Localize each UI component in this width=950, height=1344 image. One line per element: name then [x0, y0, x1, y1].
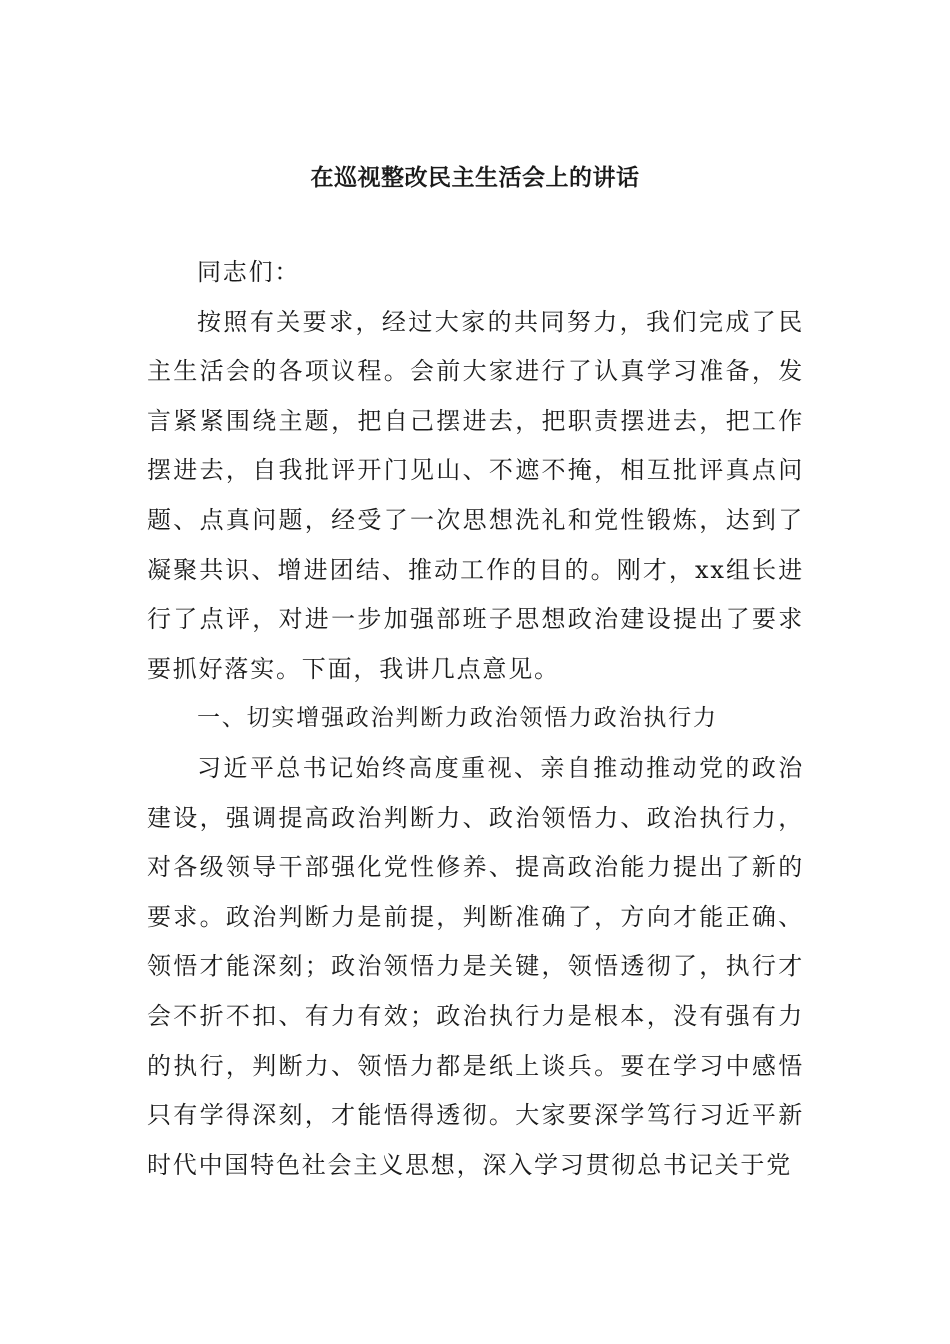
salutation: 同志们：	[197, 258, 301, 286]
paragraph-intro: 按照有关要求，经过大家的共同努力，我们完成了民主生活会的各项议程。会前大家进行了认真学习准备，发言紧紧围绕主题，把自己摆进去，把职责摆进去，把工作摆进去，自我批评开门见山、不遮不掩，相互批评真点问题、点真问题，经受了一次思想洗礼和党性锻炼，达到了凝聚共识、增进团结、推动工作的目的。刚才，xx组长进行了点评，对进一步加强部班子思想政治建设提出了要求要抓好落实。下面，我讲几点意见。	[147, 307, 804, 683]
paragraph-section-one: 习近平总书记始终高度重视、亲自推动推动党的政治建设，强调提高政治判断力、政治领悟力、政治执行力，对各级领导干部强化党性修养、提高政治能力提出了新的要求。政治判断力是前提，判断准确了，方向才能正确、领悟才能深刻；政治领悟力是关键，领悟透彻了，执行才会不折不扣、有力有效；政治执行力是根本，没有强有力的执行，判断力、领悟力都是纸上谈兵。要在学习中感悟只有学得深刻，才能悟得透彻。大家要深学笃行习近平新时代中国特色社会主义思想，深入学习贯彻总书记关于党	[147, 753, 804, 1179]
document-body	[147, 248, 804, 1190]
document-title: 在巡视整改民主生活会上的讲话	[310, 164, 640, 191]
section-heading: 一、切实增强政治判断力政治领悟力政治执行力	[197, 705, 718, 732]
